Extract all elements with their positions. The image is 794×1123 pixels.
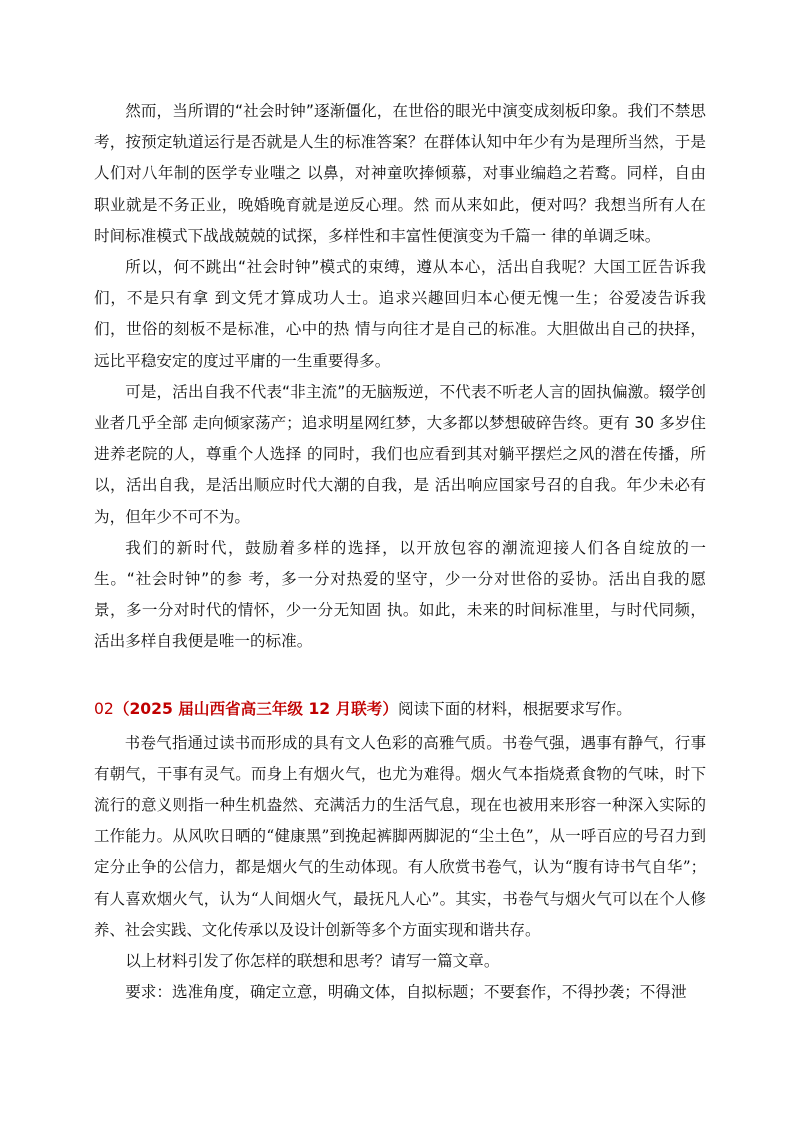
essay-paragraph-1: 然而，当所谓的“社会时钟”逐渐僵化，在世俗的眼光中演变成刻板印象。我们不禁思考，按预定轨道运行是否就是人生的标准答案？在群体认知中年少有为是理所当然，于是人们对八年制的医学专业嗤之 以鼻，对神童吹捧倾慕，对事业编趋之若鹜。同样，自由职业就是不务正业，晚婚晚育就是逆反心理。然 而从来如此，便对吗？我想当所有人在时间标准模式下战战兢兢的试探，多样性和丰富性便演变为千篇一 律的单调乏味。 (94, 102, 706, 245)
question-prompt: 以上材料引发了你怎样的联想和思考？请写一篇文章。 (125, 952, 500, 971)
question-material: 书卷气指通过读书而形成的具有文人色彩的高雅气质。书卷气强，遇事有静气，行事有朝气，干事有灵气。而身上有烟火气，也尤为难得。烟火气本指烧煮食物的气味，时下流行的意义则指一种生机盎然、充满活力的生活气息，现在也被用来形容一种深入实际的工作能力。从风吹日晒的“健康黑”到挽起裤脚两脚泥的“尘土色”，从一呼百应的号召力到定分止争的公信力，都是烟火气的生动体现。有人欣赏书卷气，认为“腹有诗书气自华”；有人喜欢烟火气，认为“人间烟火气，最抚凡人心”。其实，书卷气与烟火气可以在个人修养、社会实践、文化传承以及设计创新等多个方面实现和谐共存。 (94, 733, 706, 939)
essay-paragraph-2: 所以，何不跳出“社会时钟”模式的束缚，遵从本心，活出自我呢？大国工匠告诉我们，不是只有拿 到文凭才算成功人士。追求兴趣回归本心便无愧一生；谷爱凌告诉我们，世俗的刻板不是标准，心中的热 情与向往才是自己的标准。大胆做出自己的抉择，远比平稳安定的度过平庸的一生重要得多。 (94, 258, 706, 370)
question-instruction: 阅读下面的材料，根据要求写作。 (397, 699, 632, 718)
essay-paragraph-4: 我们的新时代，鼓励着多样的选择，以开放包容的潮流迎接人们各自绽放的一生。“社会时钟”的参 考，多一分对热爱的坚守，少一分对世俗的妥协。活出自我的愿景，多一分对时代的情怀，少一分无知固 执。如此，未来的时间标准里，与时代同频，活出多样自我便是唯一的标准。 (94, 538, 706, 651)
page-content (94, 94, 706, 1008)
essay-paragraph-3: 可是，活出自我不代表“非主流”的无脑叛逆，不代表不听老人言的固执偏激。辍学创业者几乎全部 走向倾家荡产；追求明星网红梦，大多都以梦想破碎告终。更有 30 多岁住进养老院的人，尊重个人选择 的同时，我们也应看到其对躺平摆烂之风的潜在传播，所以，活出自我，是活出顺应时代大潮的自我，是 活出响应国家号召的自我。年少未必有为，但年少不可不为。 (94, 382, 706, 526)
question-heading (94, 694, 706, 724)
question-number: 02 (94, 699, 114, 718)
question-requirements: 要求：选准角度，确定立意，明确文体，自拟标题；不要套作，不得抄袭；不得泄 (125, 983, 687, 1002)
question-source: （2025 届山西省高三年级 12 月联考） (113, 699, 398, 718)
